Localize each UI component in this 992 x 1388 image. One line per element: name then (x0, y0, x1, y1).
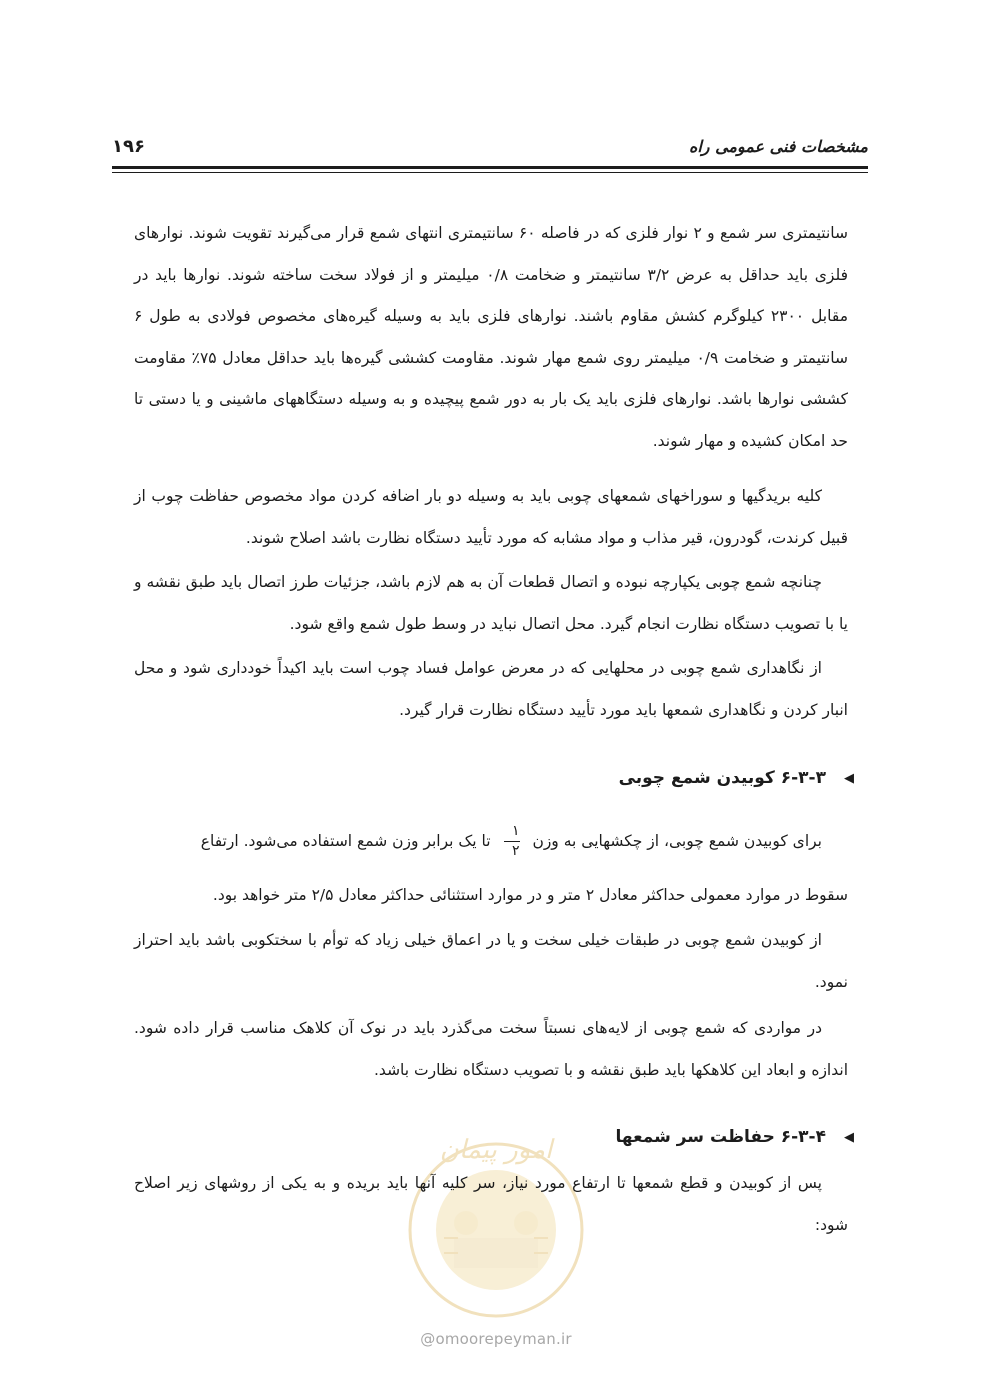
fraction-denominator: ۲ (511, 843, 520, 859)
watermark-url: @omoorepeyman.ir (420, 1330, 572, 1348)
paragraph-drop-height: سقوط در موارد معمولی حداکثر معادل ۲ متر و در موارد استثنائی حداکثر معادل ۲/۵ متر خواهد بود. (212, 886, 848, 904)
paragraph-cut-repair: کلیه بریدگیها و سوراخهای شمعهای چوبی باید به وسیله دو بار اضافه کردن مواد مخصوص حفاظت چوب از قبیل کرندت، گودرون، قیر مذاب و مواد مشابه که مورد تأیید دستگاه نظارت باشد اصلاح شوند. (134, 487, 848, 547)
paragraph-pile-cap: در مواردی که شمع چوبی از لایه‌های نسبتاً سخت می‌گذرد باید در نوک آن کلاهک مناسب قرار داده شود. اندازه و ابعاد این کلاهکها باید طبق نقشه و با تصویب دستگاه نظارت باشد. (134, 1019, 848, 1079)
fraction-one-half (504, 824, 520, 859)
section-heading-text: ۶-۳-۴ حفاظت سر شمعها (615, 1127, 826, 1147)
header-rule-thin (112, 172, 868, 173)
triangle-right-icon: ◀ (844, 770, 854, 786)
paragraph-metal-bands: سانتیمتری سر شمع و ۲ نوار فلزی که در فاصله ۶۰ سانتیمتری انتهای شمع قرار می‌گیرند تقویت شوند. نوارهای فلزی باید حداقل به عرض ۳/۲ سانتیمتر و ضخامت ۰/۸ میلیمتر و از فولاد سخت ساخته شوند. نوارها باید در مقابل ۲۳۰۰ کیلوگرم کشش مقاوم باشند. نوارهای فلزی باید به وسیله گیره‌های مخصوص فولادی به طول ۶ سانتیمتر و ضخامت ۰/۹ میلیمتر روی شمع مهار شوند. مقاومت کششی گیره‌ها باید حداقل معادل ۷۵٪ مقاومت کششی نوارها باشد. نوارهای فلزی باید یک بار به دور شمع پیچیده و به وسیله دستگاههای ماشینی و یا دستی تا حد امکان کشیده و مهار شوند. (134, 224, 848, 450)
fraction-numerator: ۱ (511, 823, 520, 839)
paragraph-hard-layers: از کوبیدن شمع چوبی در طبقات خیلی سخت و یا در اعماق خیلی زیاد که توأم با سختکوبی باشد باید احتراز نمود. (134, 931, 848, 991)
running-title: مشخصات فنی عمومی راه (688, 136, 868, 156)
section-heading-text: ۶-۳-۳ کوبیدن شمع چوبی (618, 768, 826, 788)
triangle-right-icon: ◀ (844, 1129, 854, 1145)
section-heading-driving-piles (300, 763, 854, 793)
running-header (112, 128, 868, 164)
page-number: ۱۹۶ (112, 135, 145, 157)
hammer-text-before: برای کوبیدن شمع چوبی، از چکشهایی به وزن (532, 832, 822, 850)
hammer-text-after: تا یک برابر وزن شمع استفاده می‌شود. ارتفاع (200, 832, 491, 850)
fraction-bar (504, 841, 520, 842)
paragraph-hammer-weight (134, 821, 848, 863)
watermark-logo-text: امور پیمان (439, 1135, 553, 1165)
paragraph-pile-storage: از نگاهداری شمع چوبی در محلهایی که در معرض عوامل فساد چوب است باید اکیداً خودداری شود و محل انبار کردن و نگاهداری شمعها باید مورد تأیید دستگاه نظارت قرار گیرد. (134, 659, 848, 719)
paragraph-pile-head-trim: پس از کوبیدن و قطع شمعها تا ارتفاع مورد نیاز، سر کلیه آنها باید بریده و به یکی از روشهای زیر اصلاح شود: (134, 1174, 848, 1234)
paragraph-pile-joints: چنانچه شمع چوبی یکپارچه نبوده و اتصال قطعات آن به هم لازم باشد، جزئیات طرز اتصال باید طبق نقشه و یا با تصویب دستگاه نظارت انجام گیرد. محل اتصال نباید در وسط طول شمع واقع شود. (134, 573, 848, 633)
watermark (384, 1118, 608, 1380)
header-rule-thick (112, 166, 868, 169)
